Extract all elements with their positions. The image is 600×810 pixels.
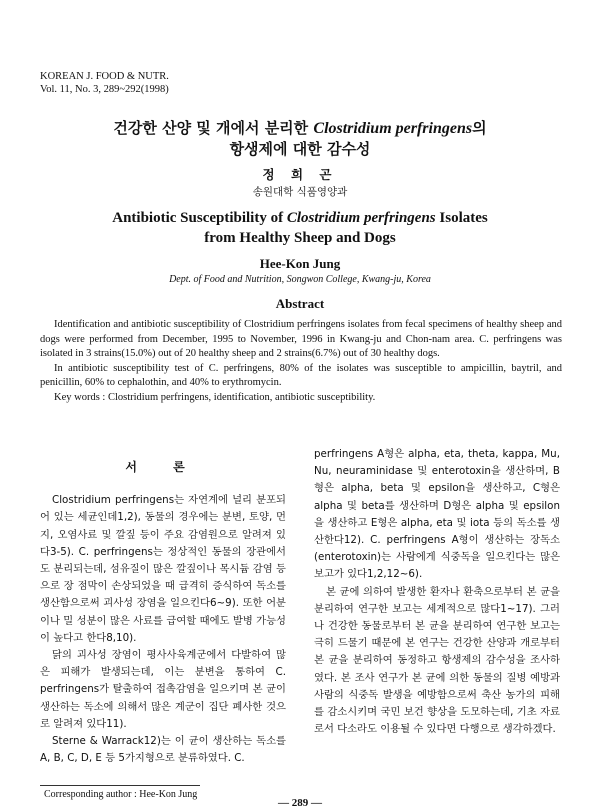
korean-title-text: 건강한 산양 및 개에서 분리한 [113, 119, 314, 137]
english-title-line2: from Healthy Sheep and Dogs [204, 230, 396, 246]
english-title-line1 [0, 208, 600, 228]
section-heading-introduction: 서 론 [125, 460, 201, 474]
journal-volume: Vol. 11, No. 3, 289~292(1998) [40, 84, 169, 95]
korean-title-line1 [0, 118, 600, 139]
left-column [40, 453, 286, 767]
intro-paragraph-3: Sterne & Warrack12)는 이 균이 생산하는 독소를 A, B, C, D, E 등 5가지형으로 분류하였다. C. [40, 735, 286, 765]
intro-paragraph-5: 본 균에 의하여 발생한 환자나 환축으로부터 본 균을 분리하여 연구한 보고는 세계적으로 많다1~17). 그러나 건강한 동물로부터 본 균을 분리하여 연구한 보고는 극히 드물기 때문에 본 연구는 건강한 산양과 개로부터 본 균을 분리하여 동정하고 항생제의 감수성을 조사하였다. 본 조사 연구가 본 균에 의한 동물의 질병 예방과 사람의 식중독 발생을 예방함으로써 축산 농가의 피해를 감소시키며 국민 보건 향상을 도모하는데, 기초 자료로서 다소라도 이용될 수 있다면 다행으로 생각하겠다. [314, 585, 560, 736]
abstract-heading: Abstract [275, 296, 325, 311]
korean-title-suffix: 의 [472, 119, 487, 137]
english-title [0, 208, 600, 248]
footnote-divider [40, 785, 200, 786]
korean-title-line2: 항생제에 대한 감수성 [229, 140, 371, 158]
english-affiliation: Dept. of Food and Nutrition, Songwon College, Kwang-ju, Korea [169, 274, 431, 285]
abstract-paragraph-2: In antibiotic susceptibility test of C. perfringens, 80% of the isolates was susceptible to ampicillin, baytril, and penicillin, 60% to cephalothin, and 40% to erythromycin. [40, 362, 562, 389]
page-number: — 289 — [278, 797, 322, 809]
korean-author: 정 희 곤 [262, 167, 338, 182]
abstract-paragraph-1: Identification and antibiotic susceptibility of Clostridium perfringens isolates from fecal specimens of healthy sheep and dogs were performed from December, 1995 to November, 1996 in Kwang-ju and Chon-nam area. C. perfringens was isolated in 3 strains(15.0%) out of 20 healthy sheep and 2 strains(6.7%) out of 30 healthy dogs. [40, 319, 562, 360]
corresponding-author-footnote: Corresponding author : Hee-Kon Jung [44, 789, 198, 800]
english-title-text: Antibiotic Susceptibility of [112, 210, 287, 226]
korean-title-species: Clostridium perfringens [313, 120, 473, 137]
korean-affiliation: 송원대학 식품영양과 [252, 186, 348, 198]
journal-header [40, 70, 169, 96]
journal-name: KOREAN J. FOOD & NUTR. [40, 71, 169, 82]
korean-title [0, 118, 600, 160]
english-title-species: Clostridium perfringens [286, 210, 436, 226]
english-title-suffix: Isolates [435, 210, 488, 226]
english-author: Hee-Kon Jung [259, 256, 341, 271]
intro-paragraph-2: 닭의 괴사성 장염이 평사사육계군에서 다발하여 많은 피해가 발생되는데, 이는 분변을 통하여 C. perfringens가 탈출하여 접촉감염을 일으키며 본 균이 생산하는 독소에 의해서 많은 계군이 집단 폐사한 것으로 알려져 있다11). [40, 649, 286, 730]
intro-paragraph-1: Clostridium perfringens는 자연계에 널리 분포되어 있는 세균인데1,2), 동물의 경우에는 분변, 토양, 먼지, 오염사료 및 깔짚 등이 주요 감염원으로 알려져 있다3-5). C. perfringens는 정상적인 동물의 장관에서도 분리되는데, 섬유질이 많은 깔짚이나 목시듐 감염 등으로 장 점막이 손상되었을 때 급격히 증식하여 독소를 생산함으로써 괴사성 장염을 일으킨다6~9). 또한 어분이나 밀 성분이 많은 사료를 급여할 때에도 발병 가능성이 높다고 한다8,10). [40, 494, 286, 644]
intro-paragraph-4: perfringens A형은 alpha, eta, theta, kappa, Mu, Nu, neuraminidase 및 enterotoxin을 생산하며, B형은 alpha, beta 및 epsilon을 생산하고, C형은 alpha 및 beta를 생산하며 D형은 alpha 및 epsilon을 생산하고 E형은 alpha, eta 및 iota 등의 독소를 생산한다12). C. perfringens A형이 생산하는 장독소(enterotoxin)는 사람에게 식중독을 일으킨다는 많은 보고가 있다1,2,12~6). [314, 448, 560, 581]
right-column [314, 446, 560, 738]
abstract-body [40, 318, 562, 406]
keywords: Key words : Clostridium perfringens, identification, antibiotic susceptibility. [54, 391, 376, 403]
